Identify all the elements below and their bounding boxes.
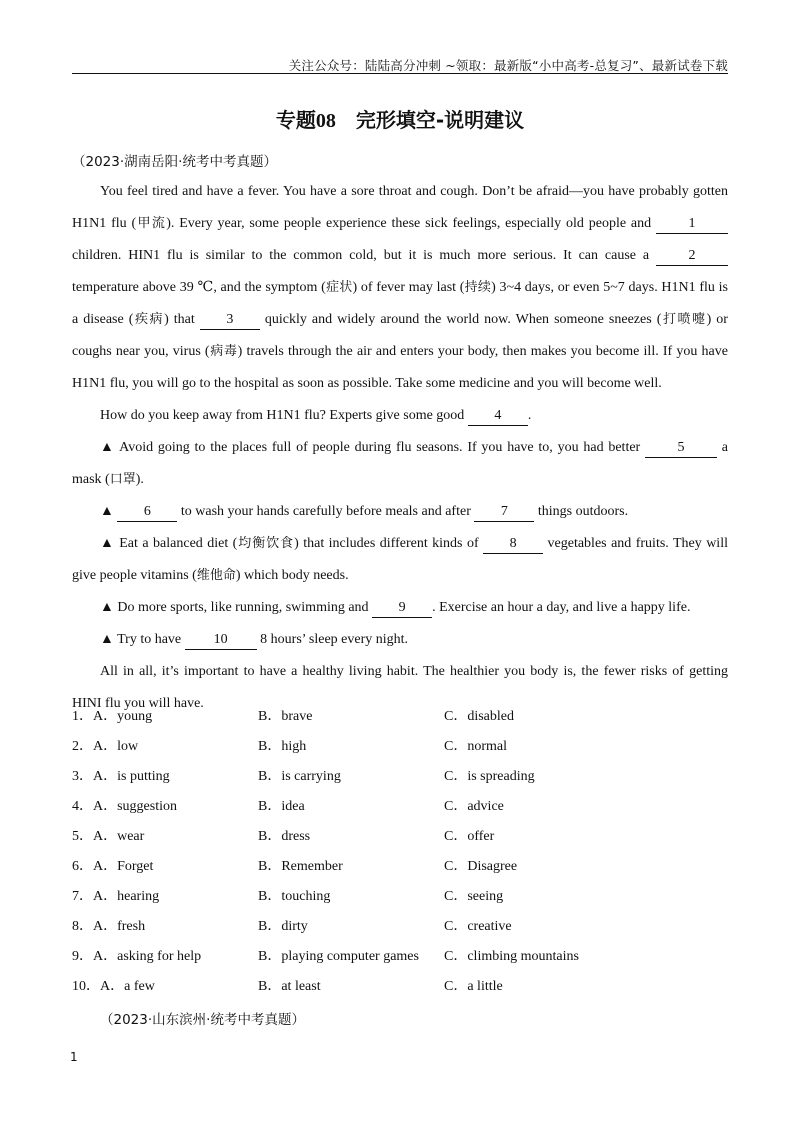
text-span: to wash your hands carefully before meals and after xyxy=(177,504,475,519)
chinese-gloss: 甲流 xyxy=(136,216,167,231)
text-span: ▲ Try to have xyxy=(100,632,185,647)
blank-4[interactable]: 4 xyxy=(468,407,528,426)
blank-10[interactable]: 10 xyxy=(185,631,257,650)
option-c[interactable]: C．a little xyxy=(444,979,503,994)
option-b[interactable]: B．dress xyxy=(258,829,311,844)
option-a[interactable]: 2．A．low xyxy=(72,739,139,754)
option-row xyxy=(72,762,728,792)
title-prefix: 专题 xyxy=(275,108,316,132)
option-a[interactable]: 1．A．young xyxy=(72,709,153,724)
blank-1[interactable]: 1 xyxy=(656,215,728,234)
option-row xyxy=(72,942,728,972)
option-b[interactable]: B．idea xyxy=(258,799,305,814)
option-c[interactable]: C．disabled xyxy=(444,709,514,724)
text-span: children. HIN1 flu is similar to the common cold, but it is much more serious. It can cause a xyxy=(72,248,656,263)
tip-5 xyxy=(72,624,728,656)
text-span: 8 hours’ sleep every night. xyxy=(256,632,409,647)
text-span: ). Every year, some people experience these sick feelings, especially old people and xyxy=(166,216,656,231)
text-span: ▲ Avoid going to the places full of people during flu seasons. If you have to, you had better xyxy=(100,440,645,455)
title-number: 08 xyxy=(315,110,336,132)
option-row xyxy=(72,732,728,762)
option-c[interactable]: C．creative xyxy=(444,919,512,934)
header-divider xyxy=(72,73,728,74)
option-row xyxy=(72,972,728,1002)
blank-6[interactable]: 6 xyxy=(117,503,177,522)
text-span: ) or coughs near you, virus ( xyxy=(72,312,728,359)
chinese-gloss: 症状 xyxy=(325,280,353,295)
option-c[interactable]: C．climbing mountains xyxy=(444,949,579,964)
blank-3[interactable]: 3 xyxy=(200,311,260,330)
chinese-gloss: 打喷嚏 xyxy=(661,312,707,327)
option-b[interactable]: B．dirty xyxy=(258,919,308,934)
blank-5[interactable]: 5 xyxy=(645,439,717,458)
text-span: ) of fever may last ( xyxy=(352,280,465,295)
option-a[interactable]: 3．A．is putting xyxy=(72,769,170,784)
blank-7[interactable]: 7 xyxy=(474,503,534,522)
option-row xyxy=(72,702,728,732)
tip-4 xyxy=(72,592,728,624)
text-span: ) that xyxy=(164,312,200,327)
option-b[interactable]: B．playing computer games xyxy=(258,949,419,964)
chinese-gloss: 维他命 xyxy=(196,568,236,583)
tip-1 xyxy=(72,432,728,496)
section2-source: （2023·山东滨州·统考中考真题） xyxy=(100,1012,305,1028)
text-span: vegetables and fruits. They will give people vitamins ( xyxy=(72,536,728,583)
page-title xyxy=(0,104,800,133)
chinese-gloss: 疾病 xyxy=(133,312,165,327)
option-c[interactable]: C．is spreading xyxy=(444,769,535,784)
title-suffix: 完形填空-说明建议 xyxy=(335,108,525,132)
option-b[interactable]: B．at least xyxy=(258,979,321,994)
section1-source: （2023·湖南岳阳·统考中考真题） xyxy=(72,154,277,170)
option-a[interactable]: 5．A．wear xyxy=(72,829,145,844)
text-span: How do you keep away from H1N1 flu? Experts give some good xyxy=(100,408,468,423)
text-span: ) travels through the air and enters your body, then makes you become ill. If you have H1N1 flu, you will go to the hospital as soon as possible. Take some medicine and you will become well. xyxy=(72,344,728,391)
option-a[interactable]: 6．A．Forget xyxy=(72,859,154,874)
paragraph-1 xyxy=(72,176,728,400)
option-b[interactable]: B．high xyxy=(258,739,307,754)
text-span: . Exercise an hour a day, and live a happy life. xyxy=(432,600,691,615)
option-b[interactable]: B．brave xyxy=(258,709,313,724)
option-a[interactable]: 4．A．suggestion xyxy=(72,799,177,814)
blank-2[interactable]: 2 xyxy=(656,247,728,266)
option-c[interactable]: C．Disagree xyxy=(444,859,518,874)
blank-9[interactable]: 9 xyxy=(372,599,432,618)
cloze-passage xyxy=(72,176,728,720)
text-span: things outdoors. xyxy=(534,504,629,519)
page-header: 关注公众号：陆陆高分冲刺 ~领取：最新版“小中高考-总复习”、最新试卷下载 xyxy=(288,58,728,73)
option-c[interactable]: C．offer xyxy=(444,829,495,844)
option-row xyxy=(72,822,728,852)
option-row xyxy=(72,852,728,882)
tip-2 xyxy=(72,496,728,528)
chinese-gloss: 均衡饮食 xyxy=(237,536,295,551)
text-span: ) 3~4 days, or even 5~7 days. H1N1 flu is a disease ( xyxy=(72,280,728,327)
option-a[interactable]: 10．A．a few xyxy=(72,979,155,994)
blank-8[interactable]: 8 xyxy=(483,535,543,554)
option-b[interactable]: B．touching xyxy=(258,889,331,904)
text-span: ). xyxy=(135,472,144,487)
paragraph-3: All in all, it’s important to have a healthy living habit. The healthier you body is, the fewer risks of getting HINI flu you will have. xyxy=(72,664,728,711)
option-c[interactable]: C．normal xyxy=(444,739,507,754)
text-span: a mask ( xyxy=(72,440,728,487)
paragraph-2 xyxy=(72,400,728,432)
text-span: ▲ Eat a balanced diet ( xyxy=(100,536,238,551)
chinese-gloss: 口罩 xyxy=(109,472,136,487)
answer-options xyxy=(72,702,728,1002)
option-row xyxy=(72,912,728,942)
option-a[interactable]: 7．A．hearing xyxy=(72,889,160,904)
option-row xyxy=(72,792,728,822)
text-span: ) that includes different kinds of xyxy=(294,536,484,551)
option-c[interactable]: C．advice xyxy=(444,799,504,814)
text-span: You feel tired and have a fever. You have a sore throat and cough. Don’t be afraid—you have probably gotten H1N1 flu ( xyxy=(72,184,728,231)
option-b[interactable]: B．Remember xyxy=(258,859,343,874)
option-c[interactable]: C．seeing xyxy=(444,889,504,904)
text-span: ▲ Do more sports, like running, swimming and xyxy=(100,600,373,615)
tip-3 xyxy=(72,528,728,592)
text-span: . xyxy=(527,408,532,423)
text-span: quickly and widely around the world now. When someone sneezes ( xyxy=(259,312,662,327)
option-a[interactable]: 9．A．asking for help xyxy=(72,949,202,964)
text-span: temperature above 39 ℃, and the symptom ( xyxy=(72,280,326,295)
chinese-gloss: 病毒 xyxy=(209,344,238,359)
text-span: ) which body needs. xyxy=(235,568,349,583)
chinese-gloss: 持续 xyxy=(464,280,492,295)
option-row xyxy=(72,882,728,912)
text-span: ▲ xyxy=(100,504,118,519)
option-b[interactable]: B．is carrying xyxy=(258,769,341,784)
option-a[interactable]: 8．A．fresh xyxy=(72,919,146,934)
page-number: 1 xyxy=(70,1050,78,1064)
